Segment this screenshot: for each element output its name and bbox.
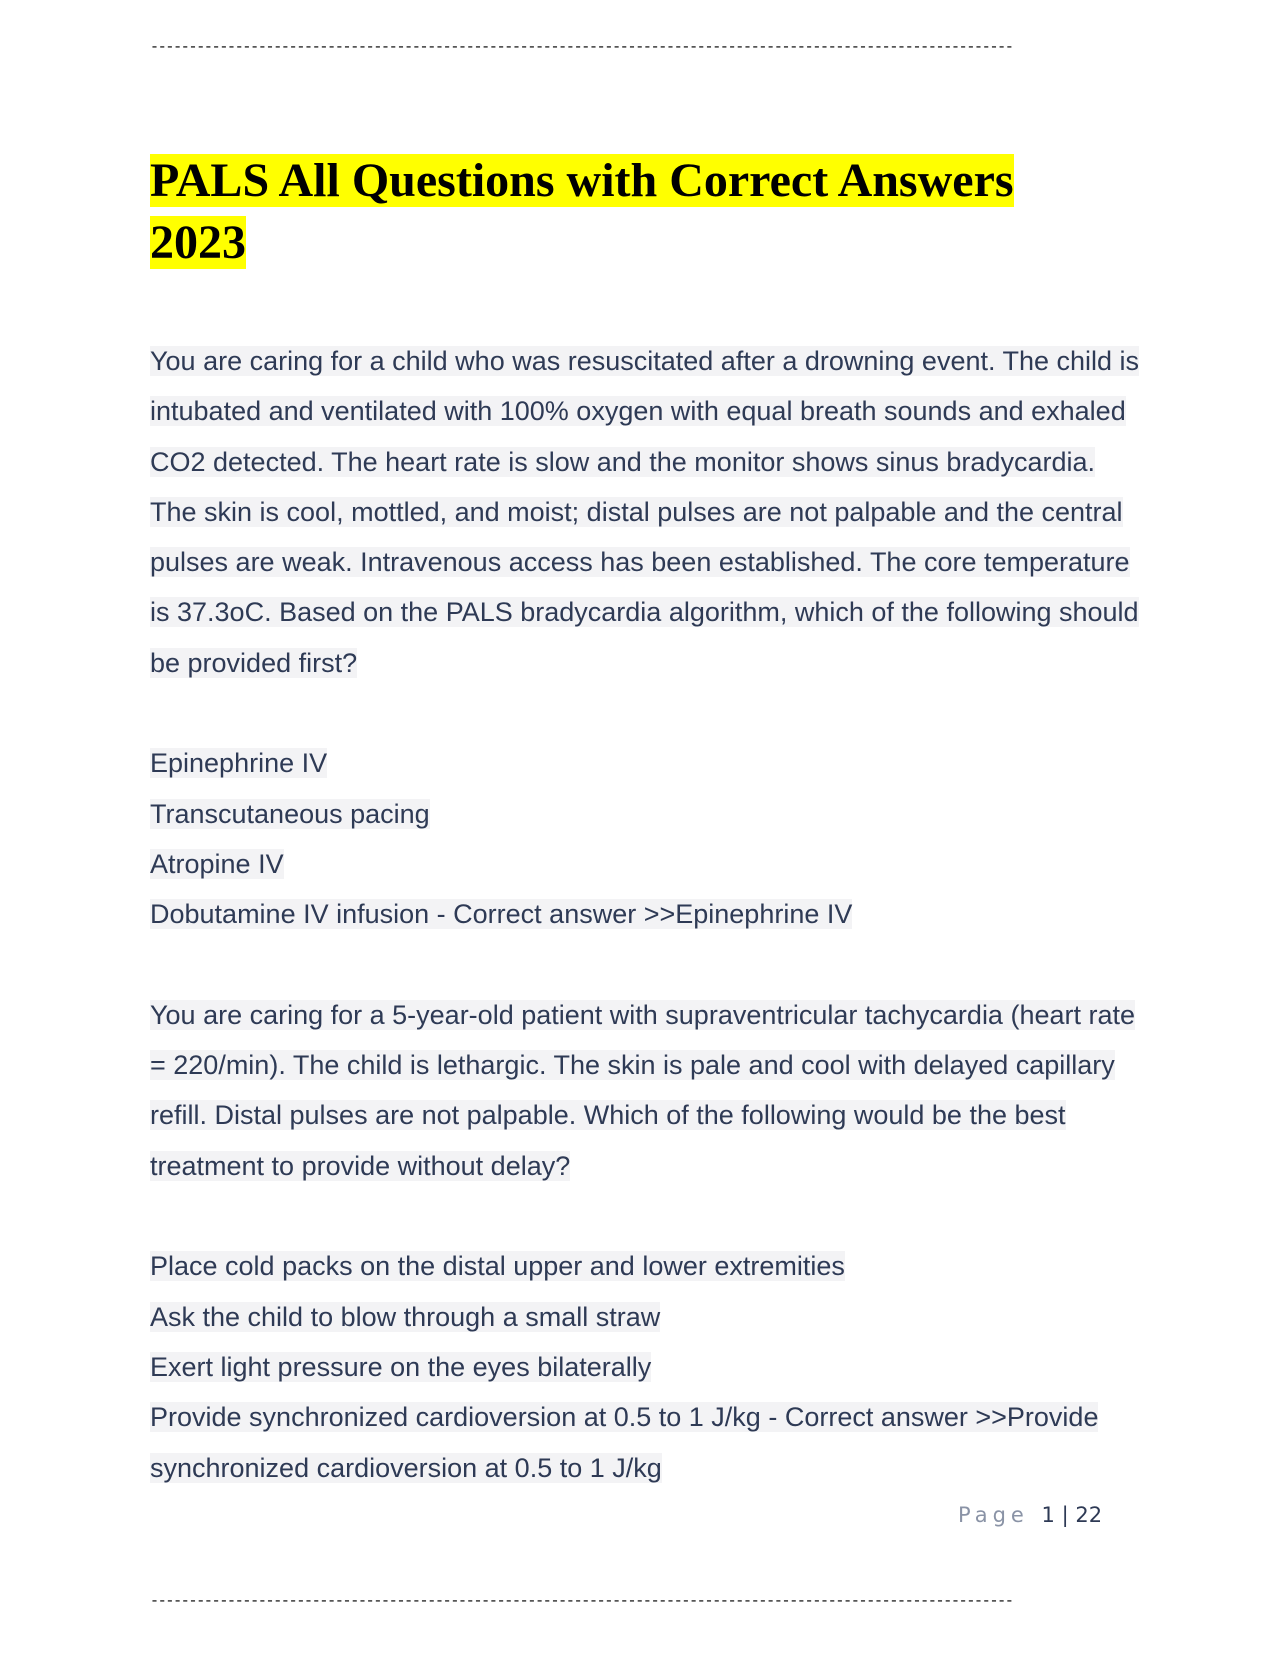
- question-1-stem: You are caring for a child who was resuscitated after a drowning event. The child is intubated and ventilated with 100% oxygen with equal breath sounds and exhaled CO2 detected. The heart rate is slow and the monitor shows sinus bradycardia. The skin is cool, mottled, and moist; distal pulses are not palpable and the central pulses are weak. Intravenous access has been established. The core temperature is 37.3oC. Based on the PALS bradycardia algorithm, which of the following should be provided first?: [150, 346, 1140, 678]
- spacer: [150, 1191, 1140, 1241]
- page-label: Page: [958, 1503, 1029, 1527]
- spacer: [150, 940, 1140, 990]
- footer-dashed-rule: ----------------------------------------------------------------------------------------------------------------: [150, 1593, 1013, 1610]
- question-2-option-3: Exert light pressure on the eyes bilaterally: [150, 1351, 652, 1382]
- document-body: [150, 336, 1140, 1493]
- question-1-option-2: Transcutaneous pacing: [150, 798, 430, 829]
- question-1-option-4-answer: Dobutamine IV infusion - Correct answer >>Epinephrine IV: [150, 899, 853, 930]
- question-2-option-4-answer: Provide synchronized cardioversion at 0.5 to 1 J/kg - Correct answer >>Provide synchronized cardioversion at 0.5 to 1 J/kg: [150, 1402, 1099, 1483]
- header-dashed-rule: ----------------------------------------------------------------------------------------------------------------: [150, 39, 1013, 56]
- question-1-option-1: Epinephrine IV: [150, 748, 328, 779]
- page-separator: |: [1061, 1503, 1069, 1527]
- question-1-option-3: Atropine IV: [150, 848, 284, 879]
- spacer: [150, 688, 1140, 738]
- page-footer: [958, 1500, 1102, 1530]
- document-title-text: PALS All Questions with Correct Answers 2023: [150, 154, 1014, 269]
- total-pages: 22: [1075, 1503, 1103, 1527]
- page-number: 1: [1041, 1503, 1055, 1527]
- question-2-stem: You are caring for a 5-year-old patient with supraventricular tachycardia (heart rate = 220/min). The child is lethargic. The skin is pale and cool with delayed capillary refill. Distal pulses are not palpable. Which of the following would be the best treatment to provide without delay?: [150, 999, 1136, 1181]
- question-2-option-1: Place cold packs on the distal upper and lower extremities: [150, 1251, 845, 1282]
- document-title: [150, 150, 1110, 274]
- question-2-option-2: Ask the child to blow through a small straw: [150, 1301, 661, 1332]
